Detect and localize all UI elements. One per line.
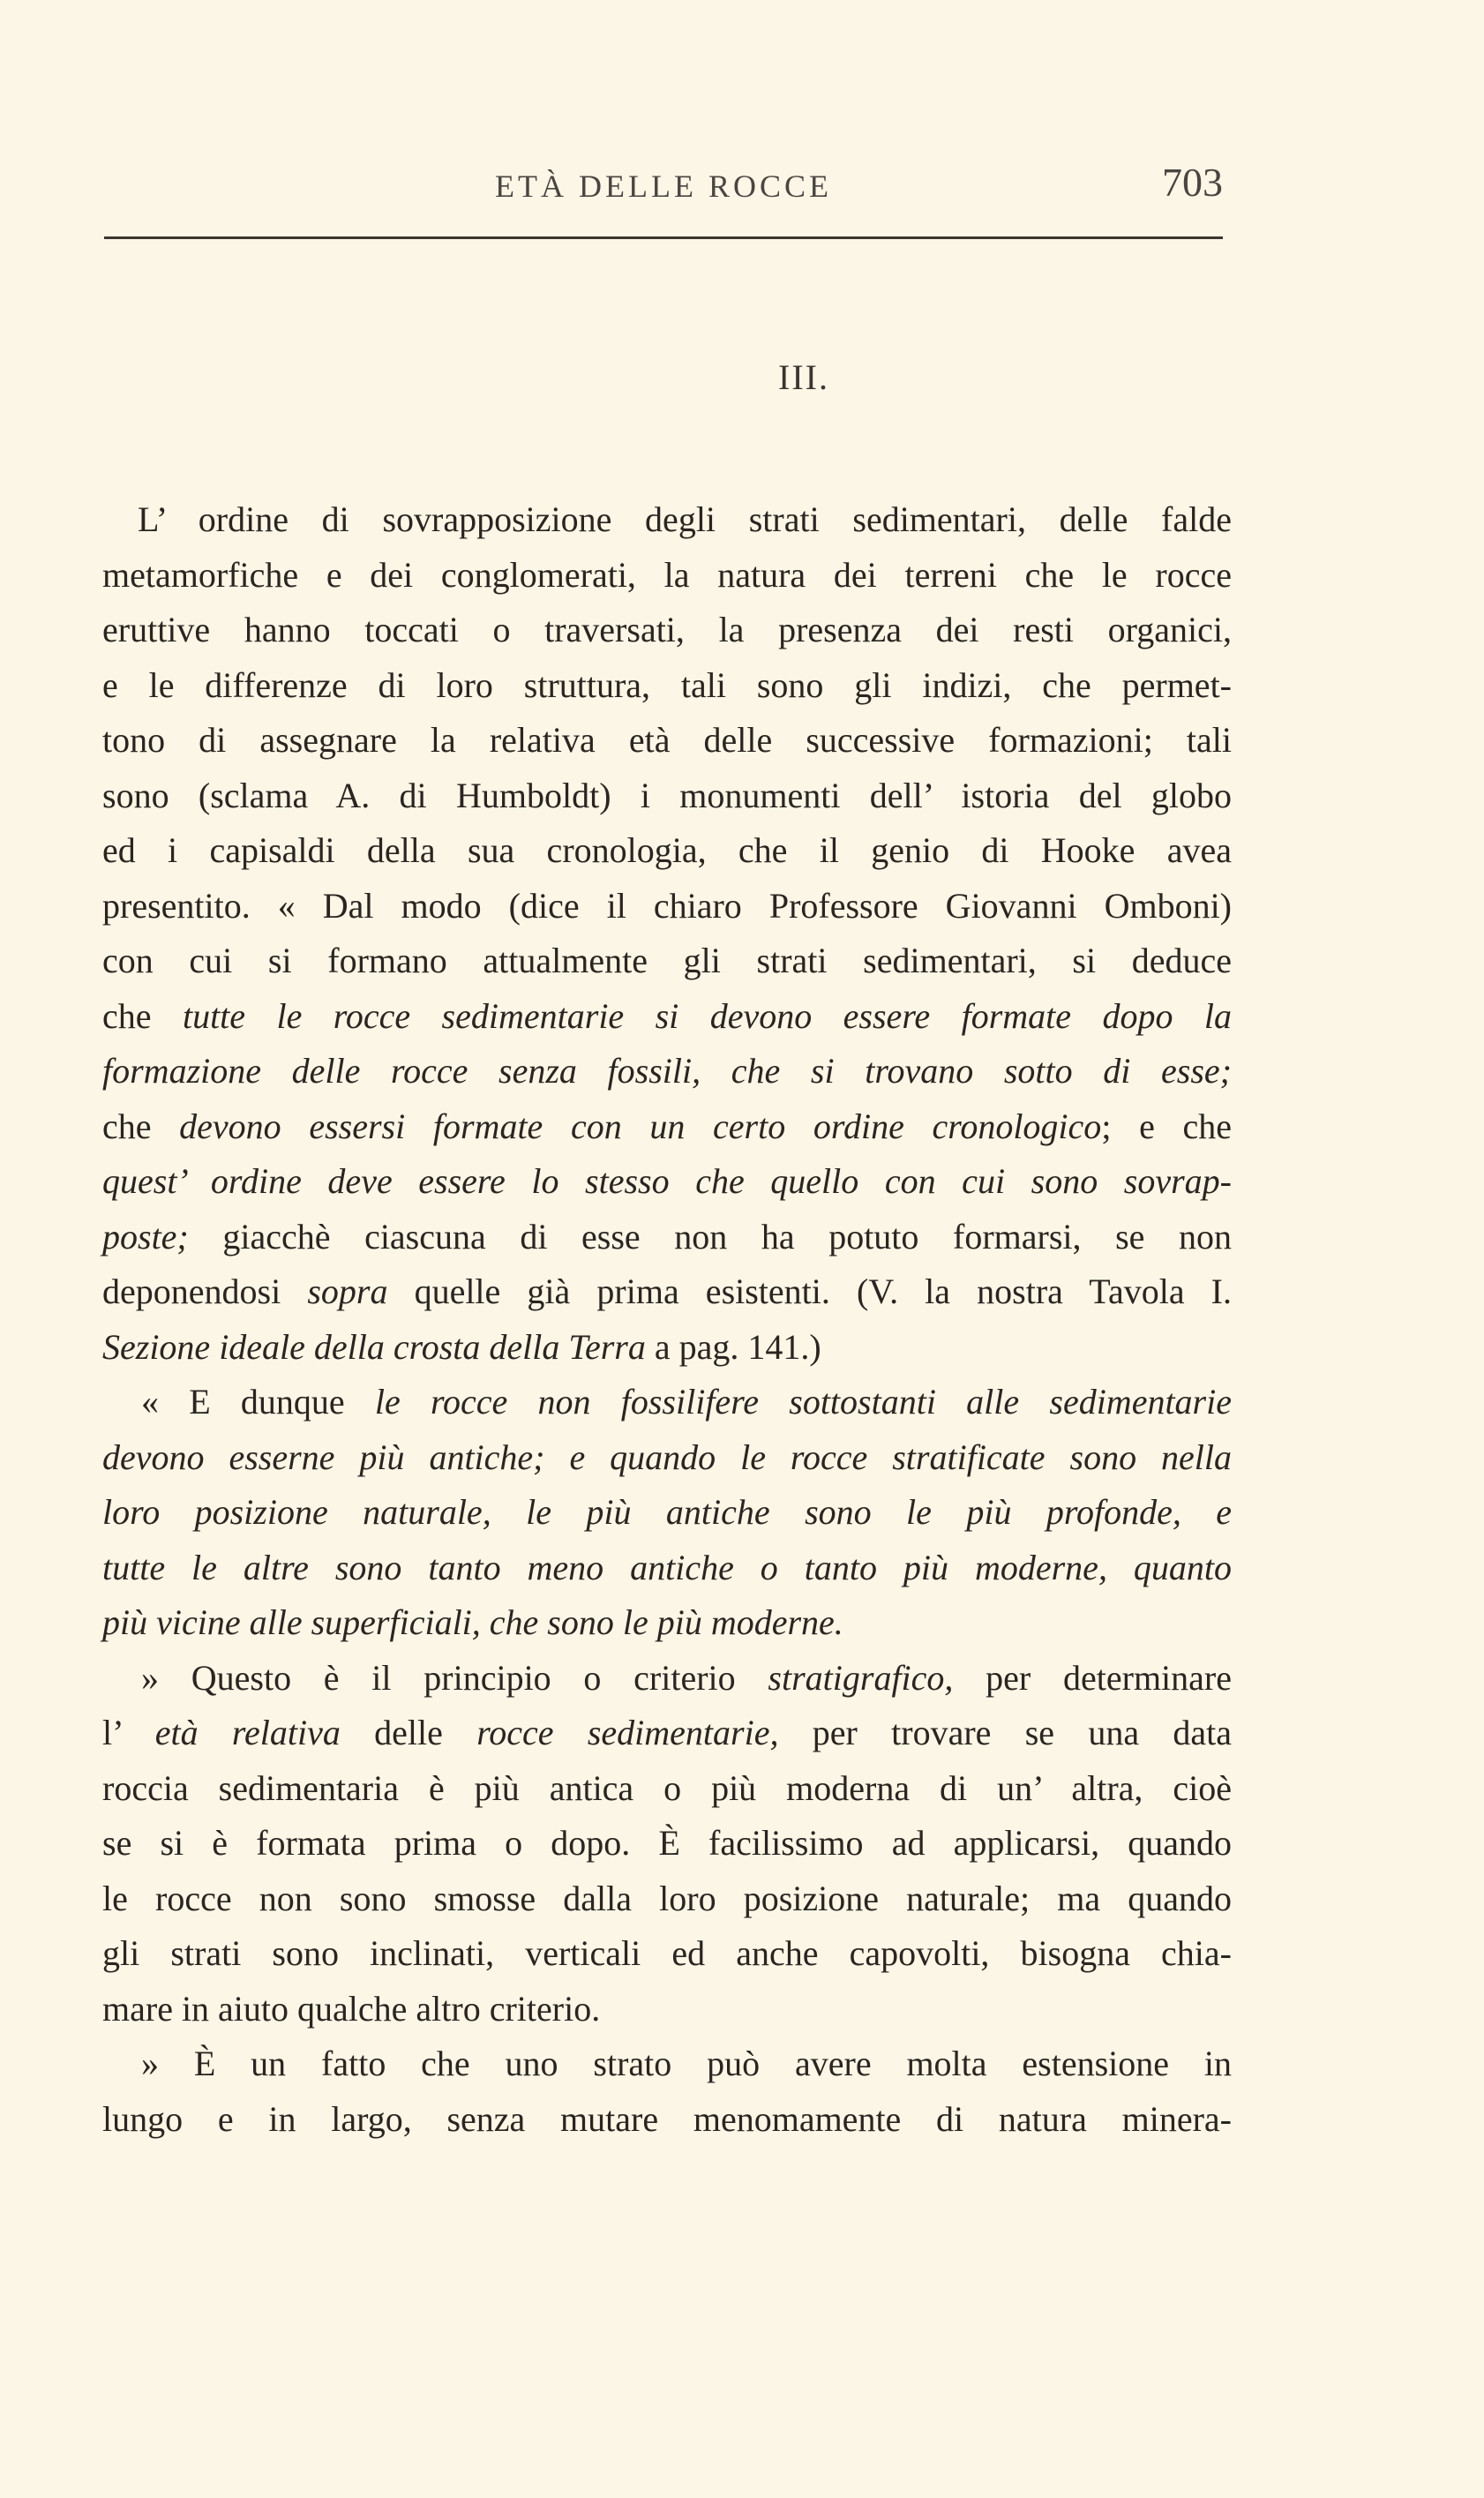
italic-span: Sezione ideale della crosta della Terra: [102, 1326, 646, 1367]
italic-span: quest’ ordine deve essere lo stesso che quello con cui sono sovrap-: [102, 1161, 1232, 1201]
text-line: [102, 1485, 1232, 1541]
italic-span: devono essersi formate con un certo ordine cronologico: [179, 1106, 1102, 1146]
italic-span: sopra: [307, 1272, 388, 1311]
text-line: [102, 1264, 1232, 1320]
text-line: [102, 1430, 1232, 1486]
text-span: » Questo è il principio o criterio: [141, 1657, 768, 1698]
text-line: ed i capisaldi della sua cronologia, che il genio di Hooke avea: [102, 830, 1232, 870]
text-span: per trovare se una data: [778, 1713, 1233, 1752]
text-line: » È un fatto che uno strato può avere molta estensione in: [141, 2044, 1232, 2083]
italic-span: età relativa: [154, 1713, 341, 1752]
text-line: [102, 1154, 1232, 1210]
text-line: [102, 1541, 1232, 1596]
text-line: gli strati sono inclinati, verticali ed anche capovolti, bisogna chia-: [102, 1933, 1232, 1973]
body-text: [102, 492, 1232, 2147]
text-line: sono (sclama A. di Humboldt) i monumenti dell’ istoria del globo: [102, 775, 1232, 815]
text-span: deponendosi: [102, 1272, 308, 1311]
italic-span: rocce sedimentarie,: [476, 1713, 779, 1752]
italic-span: loro posizione naturale, le più antiche sono le più profonde, e: [102, 1492, 1232, 1532]
page-number: 703: [1162, 160, 1223, 205]
italic-span: più vicine alle superficiali, che sono le più moderne.: [102, 1602, 843, 1642]
text-line: [102, 1210, 1232, 1265]
text-line: lungo e in largo, senza mutare menomamente di natura minera-: [102, 2098, 1232, 2139]
text-line: [102, 1099, 1232, 1155]
text-line: [102, 1375, 1232, 1430]
text-span: delle: [340, 1713, 477, 1752]
text-span: l’: [102, 1713, 155, 1752]
italic-span: le rocce non fossilifere sottostanti alle sedimentarie: [374, 1382, 1232, 1422]
text-span: per determinare: [953, 1657, 1232, 1698]
running-head: [104, 160, 1223, 217]
italic-span: stratigrafico,: [768, 1657, 954, 1698]
text-span: ; e che: [1101, 1106, 1232, 1146]
italic-span: tutte le altre sono tanto meno antiche o tanto più moderne, quanto: [102, 1547, 1232, 1587]
italic-span: formazione delle rocce senza fossili, che si trovano sotto di esse;: [102, 1051, 1232, 1091]
italic-span: devono esserne più antiche; e quando le rocce stratificate sono nella: [102, 1437, 1232, 1477]
header-rule: [104, 236, 1223, 239]
text-span: che: [102, 1106, 180, 1146]
text-line: metamorfiche e dei conglomerati, la natura dei terreni che le rocce: [102, 554, 1232, 595]
text-line: tono di assegnare la relativa età delle successive formazioni; tali: [102, 720, 1232, 760]
text-line: le rocce non sono smosse dalla loro posizione naturale; ma quando: [102, 1878, 1232, 1918]
italic-span: poste;: [102, 1216, 189, 1257]
text-span: quelle già prima esistenti. (V. la nostra Tavola I.: [387, 1272, 1233, 1311]
text-span: « E dunque: [141, 1382, 375, 1422]
running-title: ETÀ DELLE ROCCE: [495, 169, 832, 204]
text-span: che: [102, 995, 183, 1036]
text-line: L’ ordine di sovrapposizione degli strati sedimentari, delle falde: [138, 499, 1232, 539]
text-span: a pag. 141.): [645, 1326, 821, 1367]
text-line: [102, 1320, 1232, 1376]
text-line: mare in aiuto qualche altro criterio.: [102, 1988, 601, 2029]
text-line: presentito. « Dal modo (dice il chiaro Professore Giovanni Omboni): [102, 885, 1232, 926]
text-line: e le differenze di loro struttura, tali sono gli indizi, che permet-: [102, 664, 1232, 705]
section-number: III.: [778, 357, 829, 397]
text-line: [102, 1595, 1232, 1651]
text-line: [102, 1651, 1232, 1707]
text-line: con cui si formano attualmente gli strati sedimentari, si deduce: [102, 941, 1232, 980]
text-line: roccia sedimentaria è più antica o più moderna di un’ altra, cioè: [102, 1767, 1232, 1808]
text-line: [102, 989, 1232, 1045]
text-line: [102, 1706, 1232, 1761]
text-line: se si è formata prima o dopo. È facilissimo ad applicarsi, quando: [102, 1823, 1232, 1863]
text-line: eruttive hanno toccati o traversati, la presenza dei resti organici,: [102, 610, 1232, 649]
text-span: giacchè ciascuna di esse non ha potuto formarsi, se non: [188, 1216, 1232, 1257]
text-line: [102, 1044, 1232, 1099]
italic-span: tutte le rocce sedimentarie si devono essere formate dopo la: [182, 995, 1232, 1036]
